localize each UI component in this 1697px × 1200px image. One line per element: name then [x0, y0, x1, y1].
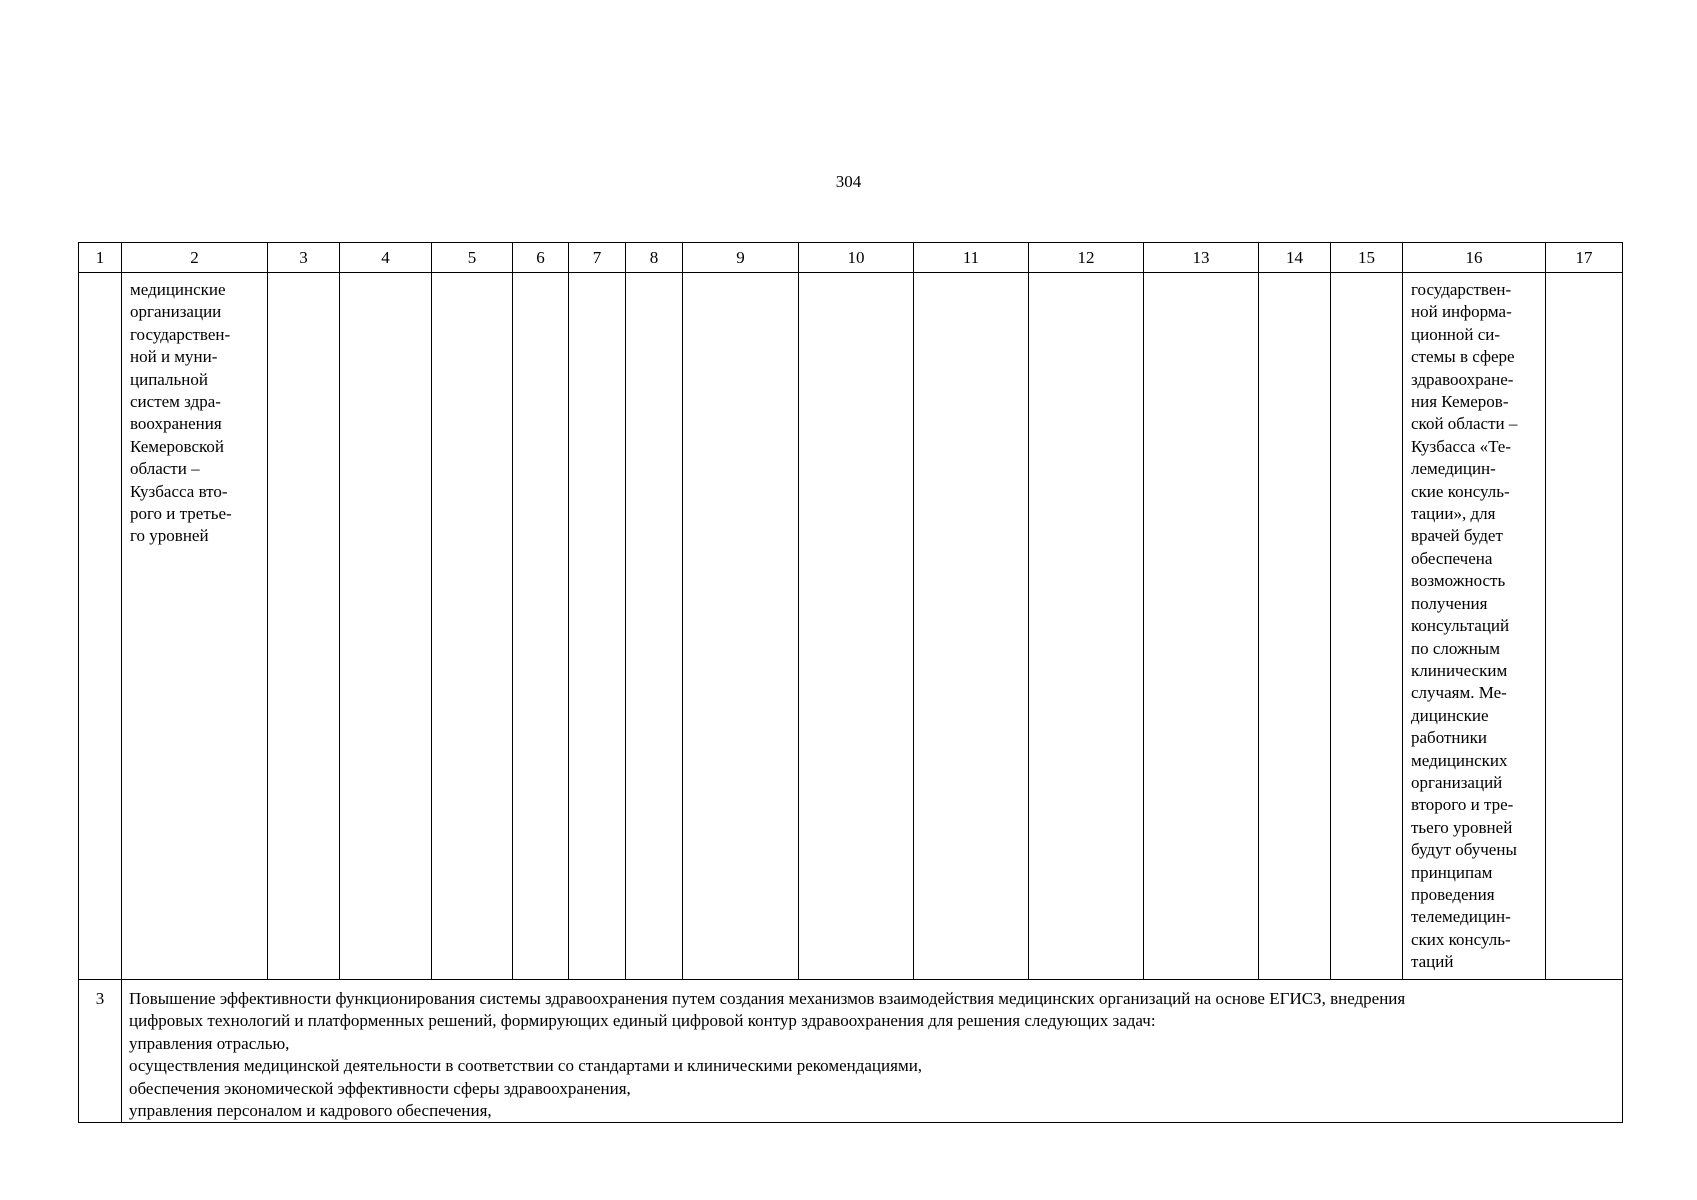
cell-text-line: проведения — [1411, 884, 1495, 904]
cell-text-line: телемедицин- — [1411, 907, 1511, 927]
cell-text-line: принципам — [1411, 862, 1493, 882]
column-header: 13 — [1144, 243, 1259, 273]
data-table — [78, 242, 1623, 1123]
table-header-row — [79, 243, 1623, 273]
table-cell — [626, 273, 683, 980]
column-header: 12 — [1029, 243, 1144, 273]
cell-text-line: получения — [1411, 593, 1488, 613]
cell-text-line: здравоохране- — [1411, 369, 1514, 389]
cell-text-line: медицинские — [130, 280, 226, 299]
section-text-line: осуществления медицинской деятельности в соответствии со стандартами и клиническими рекомендациями, — [129, 1056, 923, 1076]
cell-text-line: по сложным — [1411, 638, 1500, 658]
table-cell — [1144, 273, 1259, 980]
column-header: 2 — [122, 243, 268, 273]
cell-text-line: будут обучены — [1411, 840, 1517, 860]
cell-text-line: ских консуль- — [1411, 929, 1511, 949]
cell-text-line: консультаций — [1411, 616, 1510, 636]
column-header: 17 — [1546, 243, 1623, 273]
table-cell — [1259, 273, 1331, 980]
cell-text-line: организации — [130, 302, 222, 322]
cell-text-line: ния Кемеров- — [1411, 392, 1509, 412]
cell-text-line: рого и третье- — [130, 504, 232, 524]
cell-text-line: дицинские — [1411, 705, 1489, 725]
column-header: 8 — [626, 243, 683, 273]
table-cell — [268, 273, 340, 980]
table-cell — [569, 273, 626, 980]
cell-text-line: государствен- — [130, 324, 231, 344]
column-header: 1 — [79, 243, 122, 273]
cell-text-line: систем здра- — [130, 392, 221, 412]
cell-text-line: ской области – — [1411, 414, 1518, 434]
table-cell — [1331, 273, 1403, 980]
cell-text-line: обеспечена — [1411, 548, 1493, 568]
cell-text-line: тации», для — [1411, 504, 1496, 524]
cell-text-line: воохранения — [130, 414, 222, 434]
table-cell — [432, 273, 513, 980]
column-header: 15 — [1331, 243, 1403, 273]
cell-text-line: возможность — [1411, 571, 1506, 591]
column-header: 5 — [432, 243, 513, 273]
cell-text-line: медицинских — [1411, 750, 1508, 770]
table-cell — [683, 273, 799, 980]
cell-text-line: тьего уровней — [1411, 817, 1513, 837]
cell-text-line: лемедицин- — [1411, 459, 1496, 479]
cell-text-line: ципальной — [130, 369, 208, 389]
table-cell — [340, 273, 432, 980]
column-header: 7 — [569, 243, 626, 273]
table-cell — [79, 273, 122, 980]
page-number: 304 — [835, 172, 862, 191]
section-text-line: обеспечения экономической эффективности сферы здравоохранения, — [129, 1078, 631, 1098]
table-row — [79, 273, 1623, 980]
cell-text-line: ционной си- — [1411, 324, 1501, 344]
cell-text-line: таций — [1411, 952, 1454, 972]
cell-text-line: Кемеровской — [130, 436, 225, 456]
cell-text-line: го уровней — [130, 526, 209, 546]
cell-text-line: работники — [1411, 728, 1487, 748]
cell-text-line: стемы в сфере — [1411, 347, 1515, 367]
section-description — [122, 980, 1623, 1123]
table-cell — [914, 273, 1029, 980]
section-text-line: Повышение эффективности функционирования системы здравоохранения путем создания механизмов взаимодействия медицинских организаций на основе ЕГИСЗ, внедрения — [129, 989, 1406, 1008]
column-header: 16 — [1403, 243, 1546, 273]
cell-text-line: Кузбасса вто- — [130, 481, 228, 501]
section-text-line: управления отраслью, — [129, 1033, 290, 1053]
column-header: 9 — [683, 243, 799, 273]
cell-text-line: второго и тре- — [1411, 795, 1514, 815]
column-header: 3 — [268, 243, 340, 273]
cell-text-line: ной информа- — [1411, 302, 1512, 322]
column-header: 10 — [799, 243, 914, 273]
cell-text-line: случаям. Ме- — [1411, 683, 1507, 703]
cell-text-line: ские консуль- — [1411, 481, 1510, 501]
column-header: 11 — [914, 243, 1029, 273]
cell-text-line: области – — [130, 459, 200, 479]
column-header: 6 — [513, 243, 569, 273]
cell-text-line: государствен- — [1411, 280, 1512, 299]
cell-text-line: ной и муни- — [130, 347, 218, 367]
section-row — [79, 980, 1623, 1123]
cell-text-line: организаций — [1411, 772, 1503, 792]
column-header: 14 — [1259, 243, 1331, 273]
organizations-cell — [122, 273, 268, 980]
cell-text-line: врачей будет — [1411, 526, 1503, 546]
table-cell — [1546, 273, 1623, 980]
table-cell — [1029, 273, 1144, 980]
section-number: 3 — [79, 980, 122, 1123]
results-cell — [1403, 273, 1546, 980]
cell-text-line: клиническим — [1411, 660, 1508, 680]
table-cell — [513, 273, 569, 980]
table-cell — [799, 273, 914, 980]
column-header: 4 — [340, 243, 432, 273]
section-text-line: управления персоналом и кадрового обеспечения, — [129, 1101, 492, 1121]
cell-text-line: Кузбасса «Те- — [1411, 436, 1512, 456]
section-text-line: цифровых технологий и платформенных решений, формирующих единый цифровой контур здравоохранения для решения следующих задач: — [129, 1011, 1156, 1031]
